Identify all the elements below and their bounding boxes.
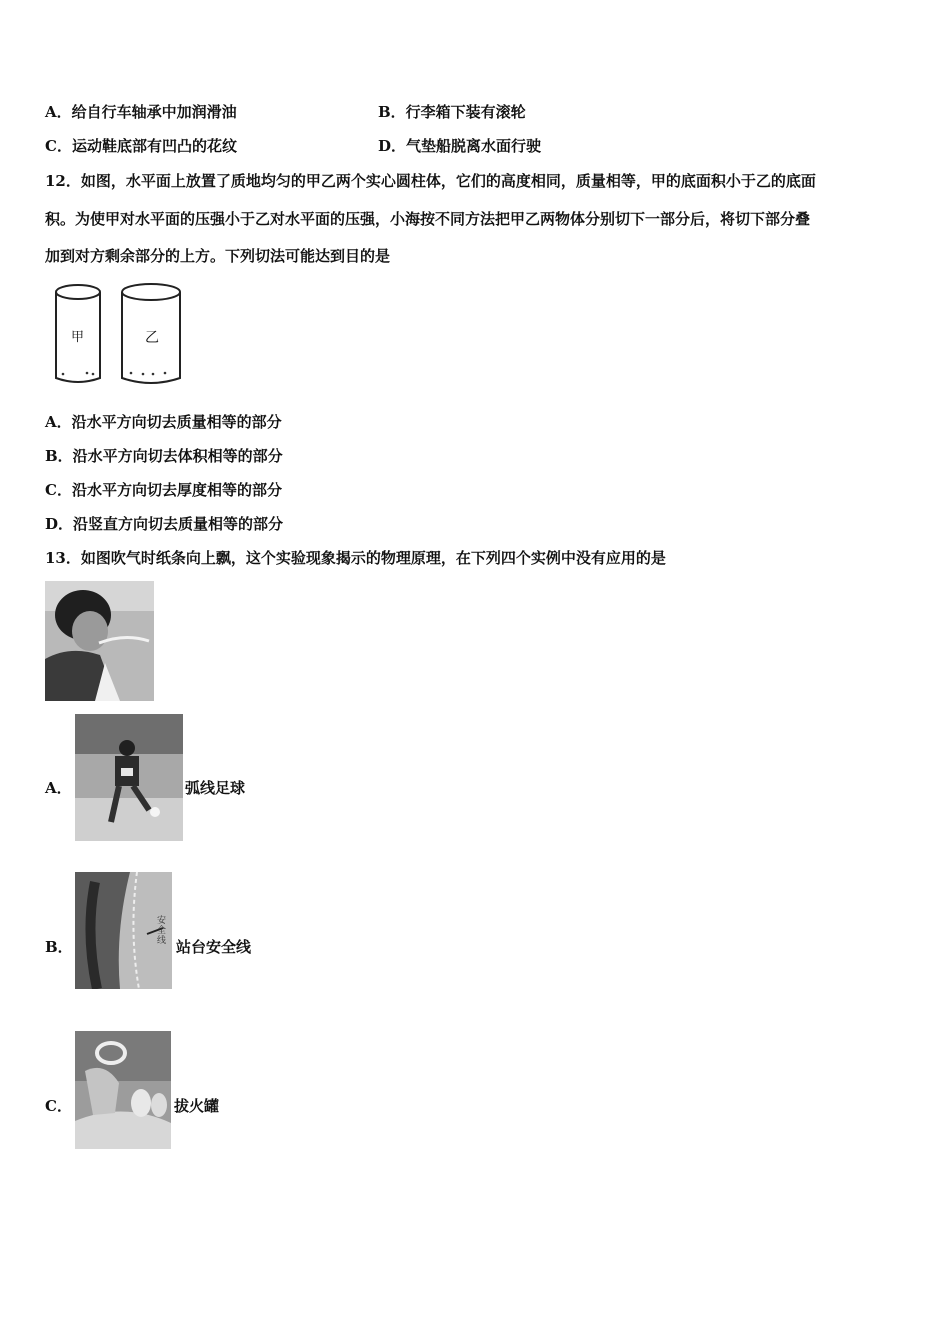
q13-option-b-letter: B． [45,938,73,956]
cylinders-drawing [45,278,195,396]
q12-cylinders-figure [45,278,195,396]
station-safety-line-photo [75,872,172,989]
q12-stem-line-3: 加到对方剩余部分的上方。下列切法可能达到目的是 [45,247,391,265]
q12-option-d: D．沿竖直方向切去质量相等的部分 [45,515,284,533]
cupping-photo [75,1031,171,1149]
cupping-drawing [75,1031,171,1149]
q12-stem-line-2: 积。为使甲对水平面的压强小于乙对水平面的压强，小海按不同方法把甲乙两物体分别切下一部分后，将切下部分叠 [45,210,811,228]
q11-option-c: C．运动鞋底部有凹凸的花纹 [45,137,237,155]
curve-football-drawing [75,714,183,841]
q12-option-b: B．沿水平方向切去体积相等的部分 [45,447,283,465]
q13-option-b-caption: 站台安全线 [176,938,252,956]
q11-option-d: D．气垫船脱离水面行驶 [378,137,542,155]
q12-stem-line-1: 12．如图，水平面上放置了质地均匀的甲乙两个实心圆柱体，它们的高度相同，质量相等，甲的底面积小于乙的底面 [45,172,816,190]
q13-option-c-letter: C． [45,1097,72,1115]
blowing-paper-photo [45,581,154,701]
safety-line-sign: 安全线 [157,916,167,946]
q11-option-a: A．给自行车轴承中加润滑油 [45,103,237,121]
q13-stem: 13．如图吹气时纸条向上飘，这个实验现象揭示的物理原理，在下列四个实例中没有应用的是 [45,549,666,567]
q12-option-a: A．沿水平方向切去质量相等的部分 [45,413,282,431]
q13-option-a-caption: 弧线足球 [185,779,246,797]
curve-football-photo [75,714,183,841]
q11-option-b: B．行李箱下装有滚轮 [378,103,526,121]
q13-option-c-caption: 拔火罐 [174,1097,220,1115]
cylinder-label-jia: 甲 [71,330,85,345]
q12-option-c: C．沿水平方向切去厚度相等的部分 [45,481,282,499]
blowing-paper-drawing [45,581,154,701]
cylinder-label-yi: 乙 [145,330,159,346]
q13-option-a-letter: A． [45,779,72,797]
